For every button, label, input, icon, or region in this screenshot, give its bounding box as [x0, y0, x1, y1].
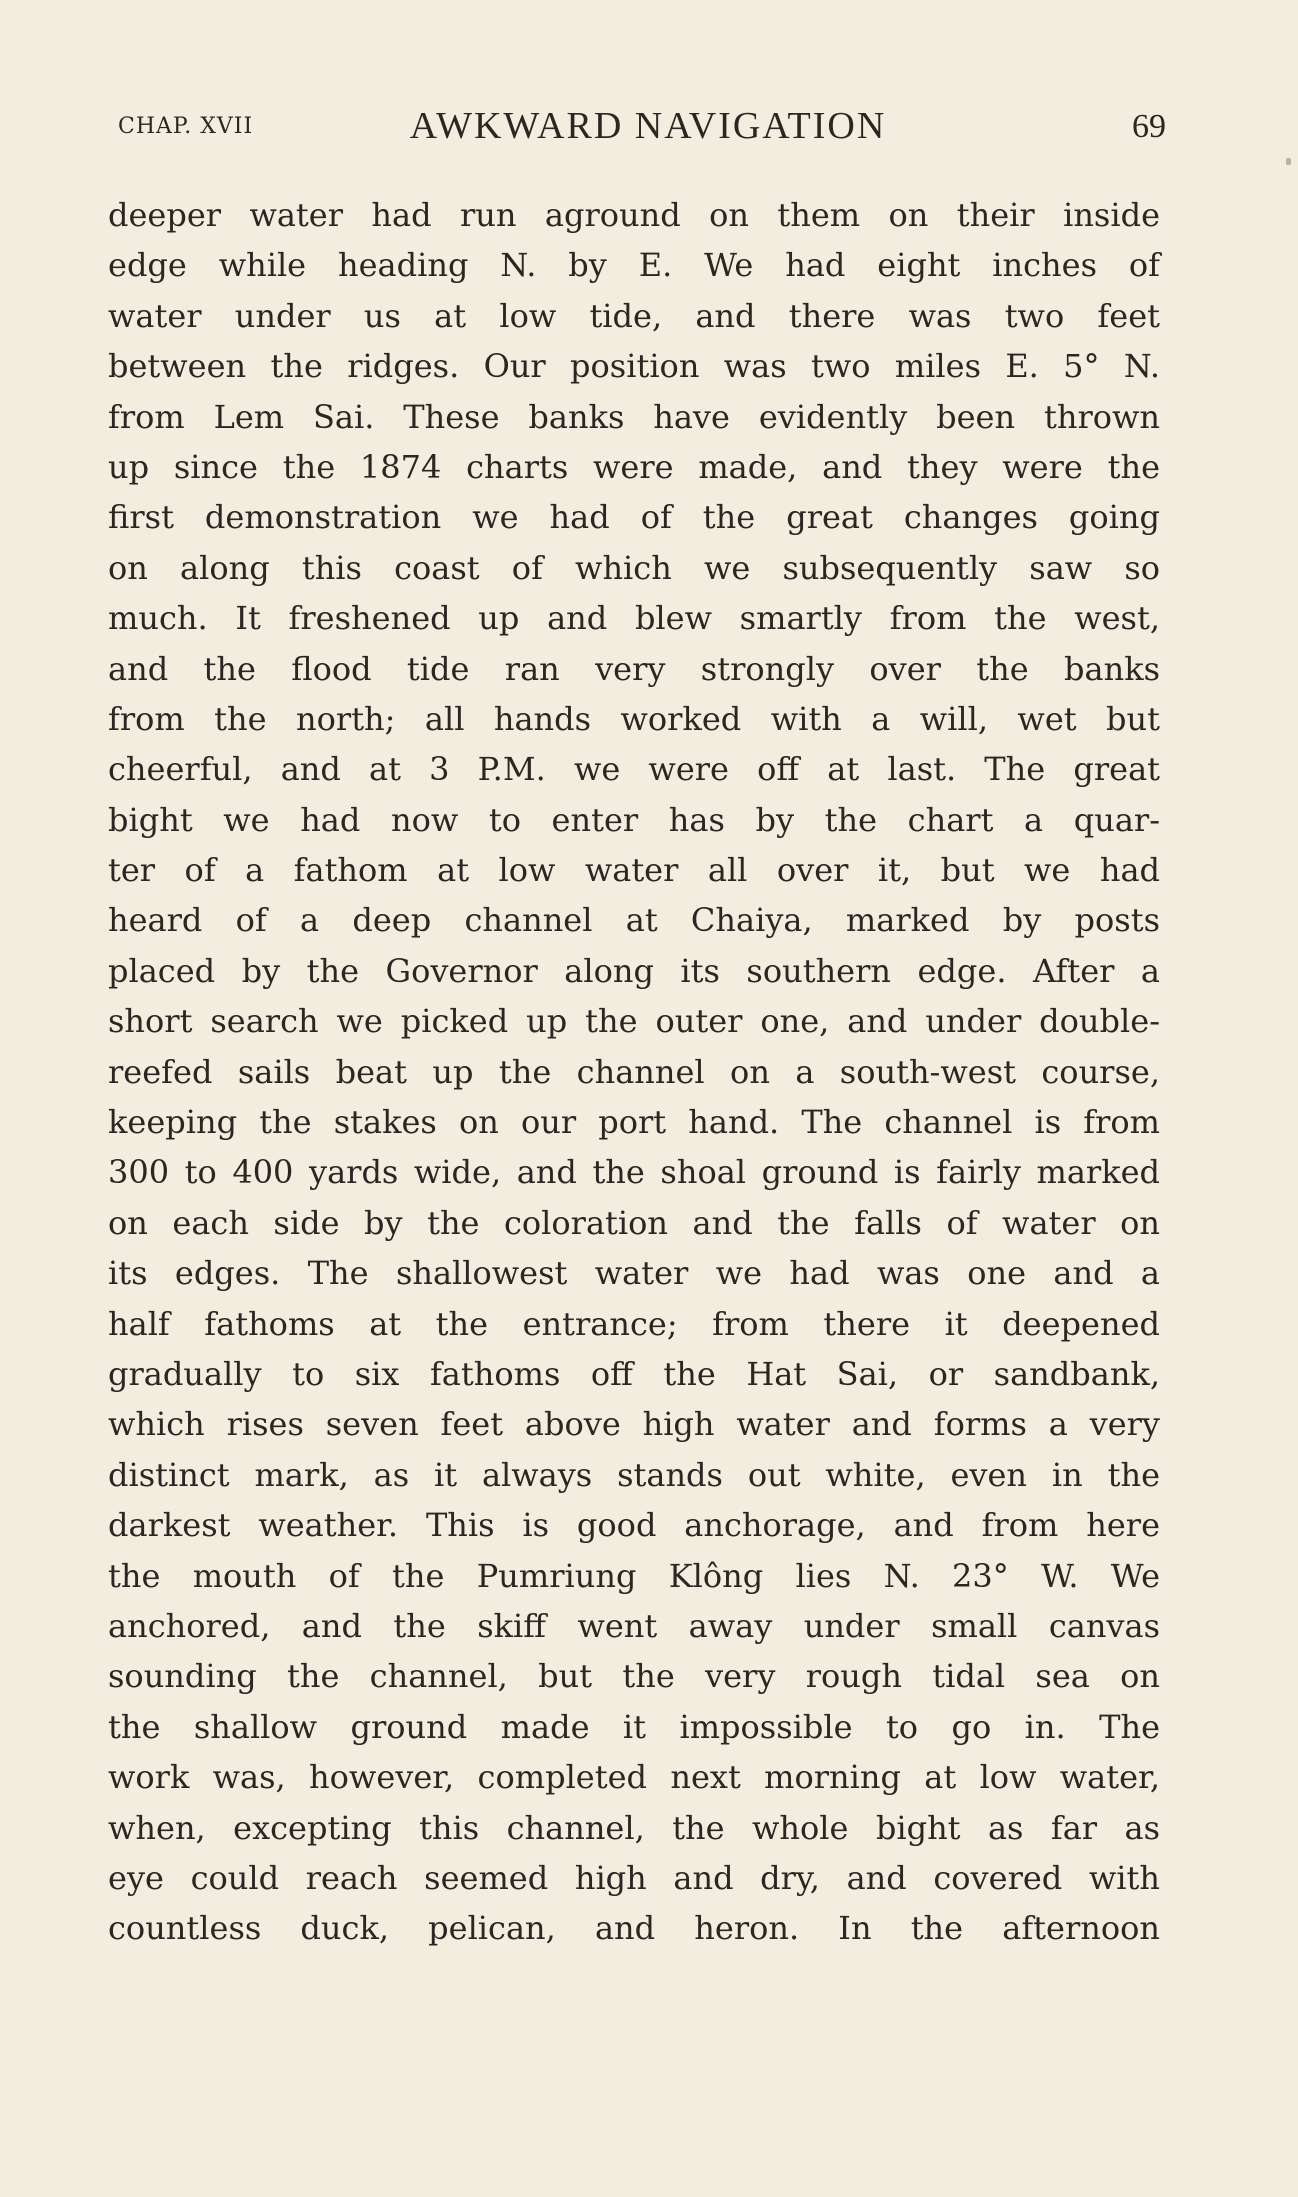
text-line: and the flood tide ran very strongly over the banks [108, 649, 1160, 688]
text-line: half fathoms at the entrance; from there it deepened [108, 1304, 1160, 1343]
text-line: keeping the stakes on our port hand. The channel is from [108, 1103, 1160, 1142]
text-line: short search we picked up the outer one, and under double- [108, 1002, 1160, 1041]
text-line: reefed sails beat up the channel on a south-west course, [108, 1052, 1160, 1091]
text-line: its edges. The shallowest water we had was one and a [108, 1254, 1160, 1293]
stray-ink-mark [1286, 158, 1291, 165]
text-line: cheerful, and at 3 P.M. we were off at last. The great [108, 750, 1160, 789]
text-line: work was, however, completed next morning at low water, [108, 1758, 1160, 1797]
text-line: water under us at low tide, and there was two feet [108, 296, 1160, 335]
text-line: on along this coast of which we subsequently saw so [108, 548, 1160, 587]
text-line: when, excepting this channel, the whole bight as far as [108, 1808, 1160, 1847]
text-line: edge while heading N. by E. We had eight inches of [108, 246, 1160, 285]
text-line: first demonstration we had of the great changes going [108, 498, 1160, 537]
text-line: eye could reach seemed high and dry, and covered with [108, 1858, 1160, 1897]
running-header [118, 104, 1166, 154]
text-line: distinct mark, as it always stands out white, even in the [108, 1455, 1160, 1494]
text-line: up since the 1874 charts were made, and they were the [108, 447, 1160, 486]
text-line: deeper water had run aground on them on their inside [108, 196, 1160, 234]
text-line: 300 to 400 yards wide, and the shoal ground is fairly marked [108, 1153, 1160, 1192]
text-line: on each side by the coloration and the falls of water on [108, 1203, 1160, 1242]
body-text [108, 190, 1160, 1954]
text-line: from Lem Sai. These banks have evidently been thrown [108, 397, 1160, 436]
text-line: anchored, and the skiff went away under small canvas [108, 1606, 1160, 1645]
text-line: the shallow ground made it impossible to go in. The [108, 1707, 1160, 1746]
text-line: which rises seven feet above high water and forms a very [108, 1405, 1160, 1444]
page-number: 69 [1132, 108, 1166, 145]
text-line: ter of a fathom at low water all over it, but we had [108, 851, 1160, 890]
text-line: sounding the channel, but the very rough tidal sea on [108, 1657, 1160, 1696]
text-line: bight we had now to enter has by the chart a quar- [108, 800, 1160, 839]
text-line: darkest weather. This is good anchorage, and from here [108, 1506, 1160, 1545]
text-line: heard of a deep channel at Chaiya, marked by posts [108, 901, 1160, 940]
text-line: placed by the Governor along its southern edge. After a [108, 951, 1160, 990]
text-line: from the north; all hands worked with a will, wet but [108, 699, 1160, 738]
text-line: the mouth of the Pumriung Klông lies N. 23° W. We [108, 1556, 1160, 1595]
chapter-label: CHAP. XVII [118, 114, 254, 139]
text-line: gradually to six fathoms off the Hat Sai, or sandbank, [108, 1354, 1160, 1393]
running-title: AWKWARD NAVIGATION [409, 105, 887, 147]
text-line: between the ridges. Our position was two miles E. 5° N. [108, 347, 1160, 386]
text-line: countless duck, pelican, and heron. In the afternoon [108, 1909, 1160, 1948]
text-line: much. It freshened up and blew smartly from the west, [108, 599, 1160, 638]
